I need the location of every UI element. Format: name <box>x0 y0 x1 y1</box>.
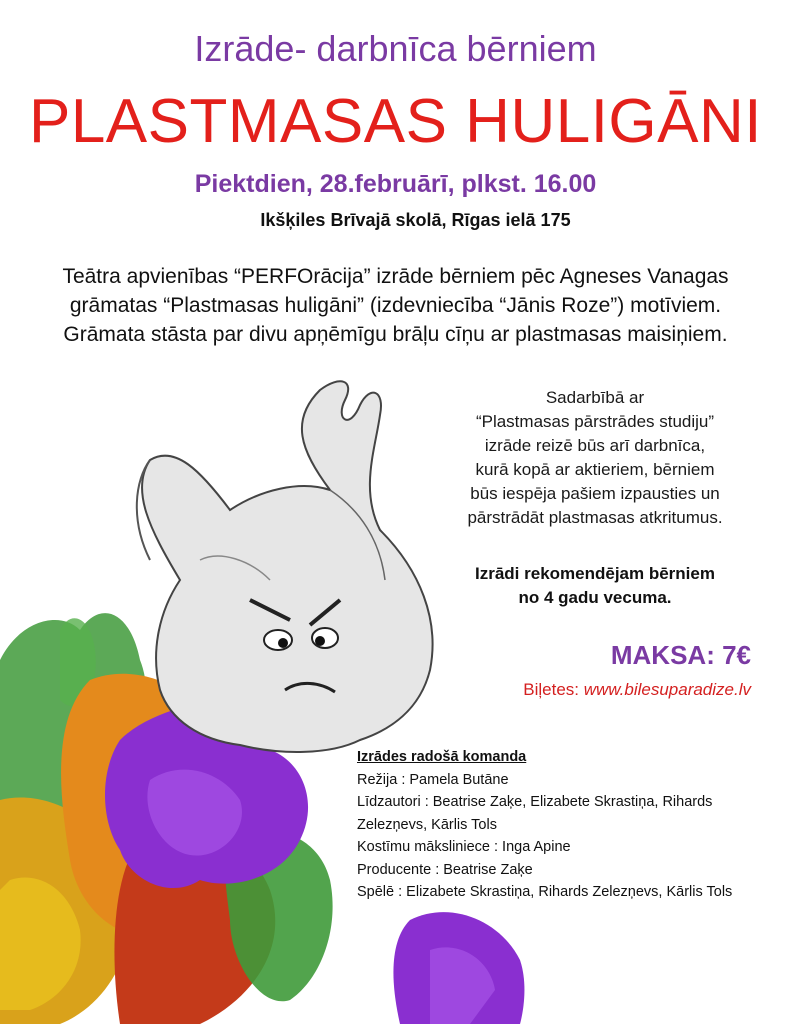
team-line: Zelezņevs, Kārlis Tols <box>357 816 497 833</box>
event-subtitle: Izrāde- darbnīca bērniem <box>194 28 597 69</box>
description-line: grāmatas “Plastmasas huligāni” (izdevniecība “Jānis Roze”) motīviem. <box>69 294 722 317</box>
age-recommendation <box>420 562 770 610</box>
description-line: Teātra apvienības “PERFOrācija” izrāde bērniem pēc Agneses Vanagas <box>62 265 729 288</box>
grumpy-bag-character-icon <box>137 381 433 752</box>
event-title: PLASTMASAS HULIGĀNI <box>28 87 763 156</box>
team-heading: Izrādes radošā komanda <box>357 749 527 765</box>
collab-line: Sadarbībā ar <box>545 388 645 407</box>
description-line: Grāmata stāsta par divu apņēmīgu brāļu cīņu ar plastmasas maisiņiem. <box>63 323 728 346</box>
team-line: Spēlē : Elizabete Skrastiņa, Rihards Zelezņevs, Kārlis Tols <box>357 884 733 900</box>
collab-line: izrāde reizē būs arī darbnīca, <box>484 436 706 455</box>
team-line: Režija : Pamela Butāne <box>357 771 509 788</box>
ticket-price: MAKSA: 7€ <box>610 640 751 670</box>
collab-line: būs iespēja pašiem izpausties un <box>470 484 720 503</box>
event-venue: Ikšķiles Brīvajā skolā, Rīgas ielā 175 <box>260 210 571 230</box>
tickets-link[interactable]: www.bilesuparadize.lv <box>583 680 751 699</box>
recommend-line: Izrādi rekomendējam bērniem <box>475 564 715 583</box>
collab-line: kurā kopā ar aktieriem, bērniem <box>475 460 715 479</box>
collab-line: “Plastmasas pārstrādes studiju” <box>475 412 715 431</box>
collaboration-text <box>420 386 770 530</box>
team-line: Līdzautori : Beatrise Zaķe, Elizabete Skrastiņa, Rihards <box>357 794 713 810</box>
team-line: Kostīmu māksliniece : Inga Apine <box>357 839 571 855</box>
team-line: Producente : Beatrise Zaķe <box>357 861 533 878</box>
collab-line: pārstrādāt plastmasas atkritumus. <box>467 508 723 527</box>
event-description <box>20 262 771 349</box>
recommend-line: no 4 gadu vecuma. <box>518 588 672 607</box>
event-date: Piektdien, 28.februārī, plkst. 16.00 <box>194 170 597 198</box>
tickets-label: Biļetes: <box>523 680 584 699</box>
tickets-info <box>523 680 751 700</box>
creative-team <box>357 746 777 904</box>
